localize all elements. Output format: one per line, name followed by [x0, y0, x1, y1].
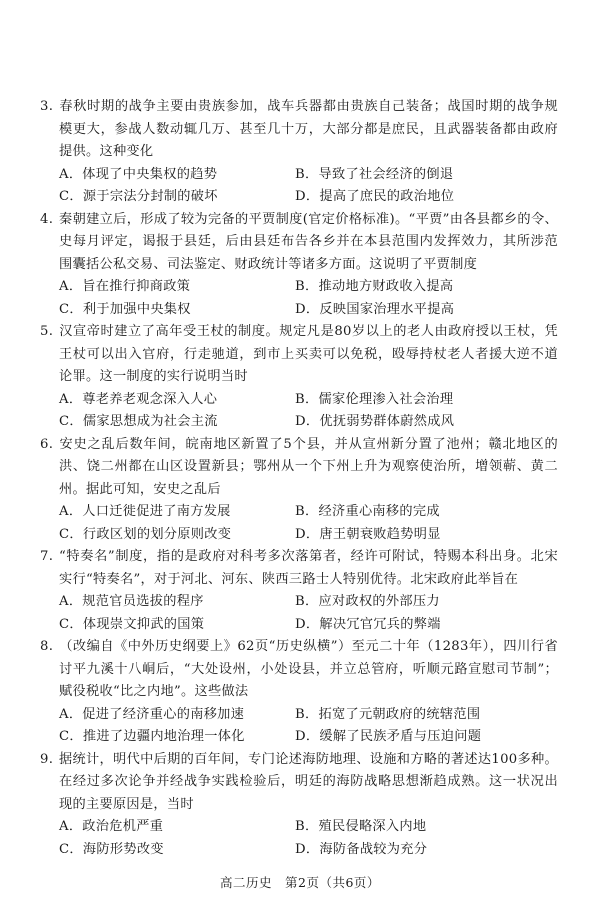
question-7: [40, 546, 558, 636]
option-list: [40, 389, 558, 434]
option-c: C．儒家思想成为社会主流: [59, 414, 218, 429]
option-b: B．经济重心南移的完成: [295, 504, 440, 519]
option-b: B．儒家伦理渗入社会治理: [295, 391, 454, 407]
question-stem: [40, 209, 558, 277]
question-number: 5.: [40, 324, 54, 339]
question-stem: [40, 321, 558, 389]
option-list: [40, 816, 558, 861]
option-c: C．行政区划的划分原则改变: [59, 526, 232, 542]
question-number: 3.: [40, 99, 54, 114]
option-a: A．政治危机严重: [59, 819, 164, 834]
question-4: [40, 209, 558, 322]
question-stem: [40, 749, 558, 817]
question-5: [40, 321, 558, 434]
question-9: [40, 749, 558, 862]
page-footer: 高二历史 第2页（共6页）: [220, 875, 380, 890]
option-d: D．反映国家治理水平提高: [295, 301, 455, 317]
question-text: “特奏名”制度，指的是政府对科考多次落第者，经许可附试，特赐本科出身。北宋实行“特奏名”，对于河北、河东、陕西三路士人特别优待。北宋政府此举旨在: [59, 549, 558, 587]
question-text: 汉宣帝时建立了高年受王杖的制度。规定凡是80岁以上的老人由政府授以王杖，凭王杖可以出入官府，行走驰道，到市上买卖可以免税，殴辱持杖老人者援大逆不道论罪。这一制度的实行说明当时: [59, 324, 558, 384]
option-c: C．利于加强中央集权: [59, 301, 191, 317]
option-a: A．体现了中央集权的趋势: [59, 166, 218, 182]
question-stem: [40, 636, 558, 704]
question-6: [40, 434, 558, 547]
option-list: [40, 704, 558, 749]
option-d: D．解决冗官冗兵的弊端: [295, 616, 441, 632]
question-number: 8.: [40, 639, 54, 654]
option-c: C．推进了边疆内地治理一体化: [59, 729, 245, 744]
question-text: 安史之乱后数年间，皖南地区新置了5个县，并从宣州新分置了池州；赣北地区的洪、饶二州都在山区设置新县；鄂州从一个下州上升为观察使治所，增领蕲、黄二州。据此可知，安史之乱后: [59, 436, 558, 497]
option-a: A．人口迁徙促进了南方发展: [59, 504, 231, 519]
option-list: [40, 591, 558, 636]
option-b: B．拓宽了元朝政府的统辖范围: [295, 706, 481, 722]
question-stem: [40, 434, 558, 502]
option-b: B．应对政权的外部压力: [295, 594, 440, 609]
option-b: B．殖民侵略深入内地: [295, 819, 427, 834]
option-a: A．促进了经济重心的南移加速: [59, 706, 245, 722]
option-c: C．源于宗法分封制的破坏: [59, 189, 218, 204]
option-b: B．推动地方财政收入提高: [295, 279, 454, 294]
question-stem: [40, 546, 558, 591]
question-text: 据统计，明代中后期的百年间，专门论述海防地理、设施和方略的著述达100多种。在经过多次论争并经战争实践检验后，明廷的海防战略思想渐趋成熟。这一状况出现的主要原因是，当时: [59, 751, 558, 812]
question-text: 秦朝建立后，形成了较为完备的平贾制度(官定价格标准)。“平贾”由各县都乡的令、史每月评定，谒报于县廷，后由县廷布告各乡并在本县范围内发挥效力，其所涉范围囊括公私交易、司法鉴定、财政统计等诸多方面。这说明了平贾制度: [59, 211, 558, 272]
option-d: D．缓解了民族矛盾与压迫问题: [295, 729, 482, 744]
option-c: C．海防形势改变: [59, 841, 164, 857]
question-number: 6.: [40, 436, 54, 452]
option-d: D．优抚弱势群体蔚然成风: [295, 414, 455, 429]
option-list: [40, 276, 558, 321]
question-text: （改编自《中外历史纲要上》62页“历史纵横”）至元二十年（1283年），四川行省讨平九溪十八峒后，“大处设州，小处设县，并立总管府，听顺元路宣慰司节制”；赋役税收“比之内地”。这些做法: [59, 639, 558, 699]
question-number: 4.: [40, 211, 54, 227]
option-b: B．导致了社会经济的倒退: [295, 166, 454, 182]
option-list: [40, 501, 558, 546]
question-stem: [40, 96, 558, 164]
question-8: [40, 636, 558, 749]
option-d: D．海防备战较为充分: [295, 841, 428, 857]
question-3: [40, 96, 558, 209]
option-a: A．规范官员选拔的程序: [59, 594, 204, 609]
question-number: 9.: [40, 751, 54, 767]
question-text: 春秋时期的战争主要由贵族参加，战车兵器都由贵族自己装备；战国时期的战争规模更大，参战人数动辄几万、甚至几十万，大部分都是庶民，且武器装备都由政府提供。这种变化: [59, 99, 558, 159]
option-a: A．尊老养老观念深入人心: [59, 391, 218, 407]
option-list: [40, 164, 558, 209]
option-a: A．旨在推行抑商政策: [59, 279, 191, 294]
option-c: C．体现崇文抑武的国策: [59, 616, 205, 632]
question-number: 7.: [40, 549, 54, 564]
option-d: D．唐王朝衰败趋势明显: [295, 526, 441, 542]
option-d: D．提高了庶民的政治地位: [295, 189, 455, 204]
